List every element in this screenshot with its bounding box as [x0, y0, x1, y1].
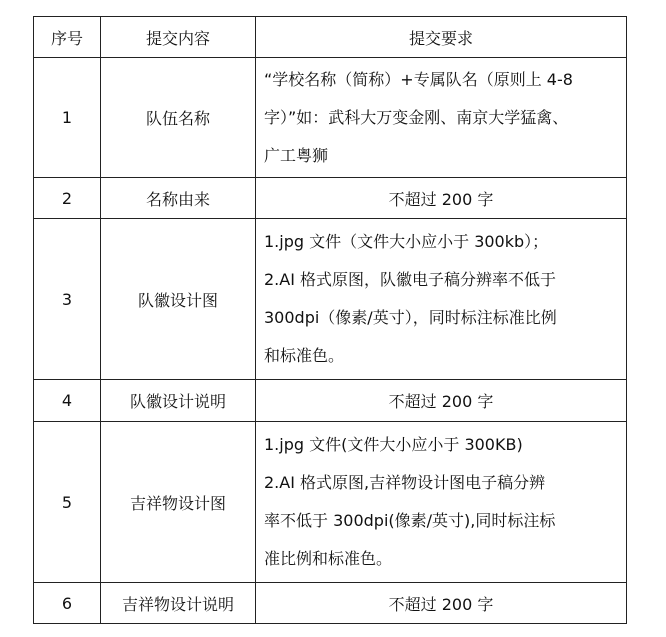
requirement-line: “学校名称（简称）+专属队名（原则上 4-8 [264, 69, 573, 89]
requirement-line: 率不低于 300dpi(像素/英寸),同时标注标 [264, 511, 556, 530]
table-row [34, 219, 627, 380]
table-row [34, 422, 627, 583]
requirement-line: 300dpi（像素/英寸），同时标注标准比例 [264, 308, 557, 327]
requirement-line: 字）”如：武科大万变金刚、南京大学猛禽、 [264, 107, 569, 127]
row-content: 名称由来 [101, 178, 256, 219]
requirement-line: 1.jpg 文件(文件大小应小于 300KB) [264, 435, 523, 454]
row-requirement: 不超过 200 字 [256, 380, 627, 422]
row-no: 6 [34, 583, 101, 624]
requirement-line: 和标准色。 [264, 346, 345, 365]
table-row [34, 178, 627, 219]
requirement-line: 2.AI 格式原图,吉祥物设计图电子稿分辨 [264, 473, 546, 492]
row-requirement [256, 58, 627, 178]
table-row [34, 58, 627, 178]
header-row [34, 17, 627, 58]
table-row [34, 380, 627, 422]
row-requirement: 不超过 200 字 [256, 178, 627, 219]
row-content: 吉祥物设计说明 [101, 583, 256, 624]
header-no: 序号 [34, 17, 101, 58]
header-content: 提交内容 [101, 17, 256, 58]
row-content: 队徽设计说明 [101, 380, 256, 422]
row-no: 1 [34, 58, 101, 178]
row-no: 4 [34, 380, 101, 422]
row-no: 3 [34, 219, 101, 380]
submission-requirements-table [33, 16, 627, 624]
row-content: 吉祥物设计图 [101, 422, 256, 583]
requirement-line: 准比例和标准色。 [264, 549, 393, 568]
row-no: 5 [34, 422, 101, 583]
table-row [34, 583, 627, 624]
header-requirement: 提交要求 [256, 17, 627, 58]
requirement-line: 2.AI 格式原图，队徽电子稿分辨率不低于 [264, 270, 557, 289]
requirement-line: 1.jpg 文件（文件大小应小于 300kb）； [264, 232, 549, 251]
row-requirement [256, 422, 627, 583]
row-requirement [256, 219, 627, 380]
requirement-line: 广工粤狮 [264, 145, 329, 165]
row-requirement: 不超过 200 字 [256, 583, 627, 624]
row-content: 队伍名称 [101, 58, 256, 178]
row-content: 队徽设计图 [101, 219, 256, 380]
row-no: 2 [34, 178, 101, 219]
